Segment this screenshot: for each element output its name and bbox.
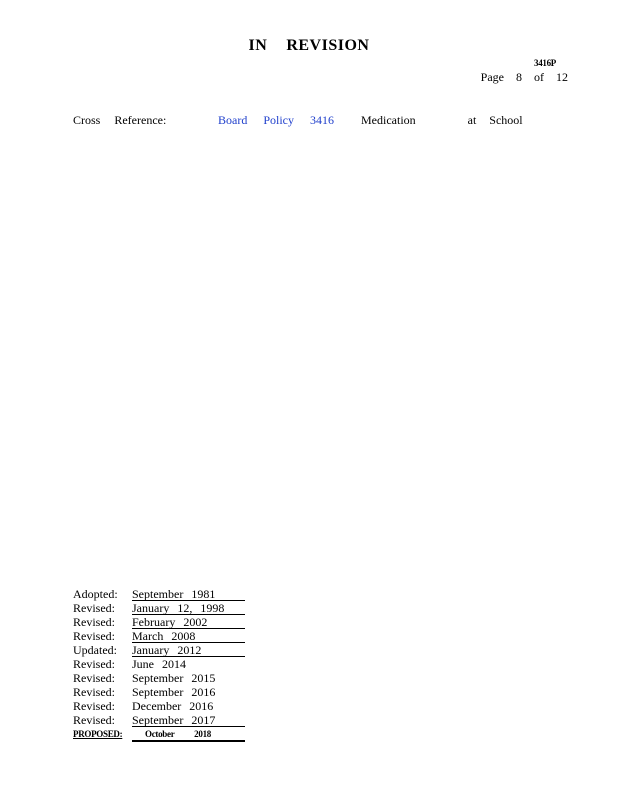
history-label: Revised: — [73, 629, 115, 643]
history-row — [73, 685, 245, 699]
history-date: February 2002 — [132, 615, 245, 629]
history-label: Revised: — [73, 657, 115, 671]
history-date: September 2015 — [132, 671, 216, 685]
history-row-proposed — [73, 727, 245, 741]
history-row — [73, 657, 245, 671]
history-date: January 12, 1998 — [132, 601, 245, 615]
history-row — [73, 629, 245, 643]
history-date: September 2016 — [132, 685, 216, 699]
history-date: January 2012 — [132, 643, 245, 657]
history-label: Adopted: — [73, 587, 118, 601]
history-row — [73, 601, 245, 615]
policy-code: 3416P — [534, 58, 556, 68]
history-row — [73, 699, 245, 713]
history-label: Revised: — [73, 615, 115, 629]
page-number: Page 8 of 12 — [480, 70, 568, 84]
history-date: October 2018 — [132, 727, 245, 742]
history-label: Revised: — [73, 713, 115, 727]
history-date: December 2016 — [132, 699, 214, 713]
history-row — [73, 643, 245, 657]
history-date: September 1981 — [132, 587, 245, 601]
history-date: March 2008 — [132, 629, 245, 643]
history-date: June 2014 — [132, 657, 186, 671]
history-label: Revised: — [73, 601, 115, 615]
history-row — [73, 615, 245, 629]
history-label: Revised: — [73, 699, 115, 713]
history-label: Revised: — [73, 671, 115, 685]
cross-reference-label: Cross Reference: — [73, 113, 167, 127]
board-policy-link[interactable]: Board Policy 3416 — [218, 113, 334, 127]
history-row — [73, 587, 245, 601]
revision-history — [73, 587, 245, 741]
history-row — [73, 671, 245, 685]
history-label: Updated: — [73, 643, 117, 657]
history-row — [73, 713, 245, 727]
page-title: IN REVISION — [248, 37, 370, 54]
history-label: PROPOSED: — [73, 729, 123, 739]
cross-reference-title: Medication at School — [361, 113, 523, 127]
history-label: Revised: — [73, 685, 115, 699]
history-date: September 2017 — [132, 713, 245, 727]
